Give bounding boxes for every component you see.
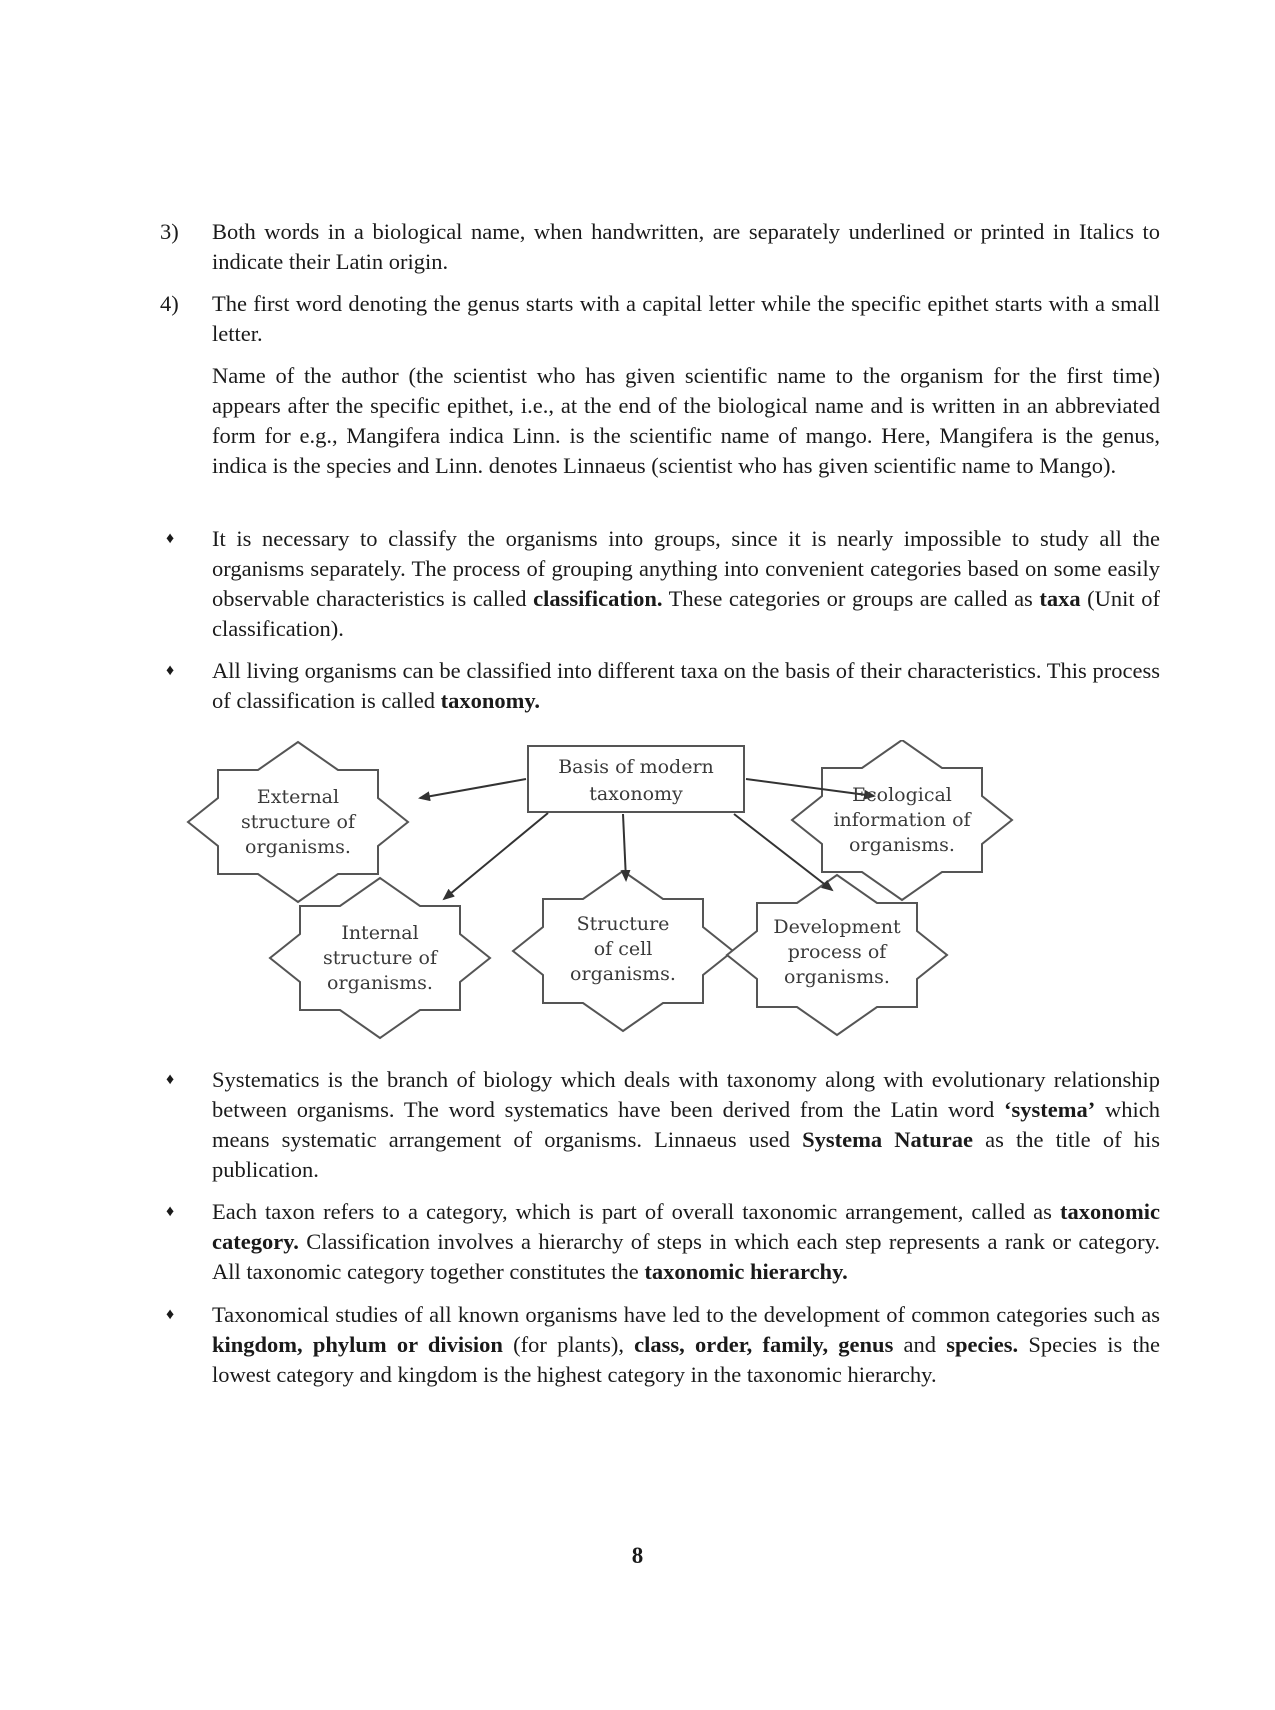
bold-term: taxonomic hierarchy. xyxy=(644,1259,848,1284)
author-note-paragraph: Name of the author (the scientist who has given scientific name to the organism for the first time) appears after the specific epithet, i.e., at the end of the biological name and is written in an abbreviated form for e.g., Mangifera indica Linn. is the scientific name of mango. Here, Mangifera is the genus, indica is the species and Linn. denotes Linnaeus (scientist who has given scientific name to Mango). xyxy=(212,363,1160,478)
diamond-bullet-icon: ♦ xyxy=(166,530,175,547)
center-label-1: Basis of modern xyxy=(558,756,714,778)
bullet-text: Each taxon refers to a category, which is part of overall taxonomic arrangement, called as taxonomic category. Classification involves a hierarchy of steps in which each step represents a rank or category. All taxonomic category together constitutes the taxonomic hierarchy. xyxy=(212,1199,1160,1284)
ecological-label-2: information of xyxy=(833,809,971,831)
development-label-2: process of xyxy=(787,941,887,963)
bullet-item-classification xyxy=(160,524,1160,644)
list-item-3 xyxy=(160,217,1160,277)
internal-label-1: Internal xyxy=(341,922,419,944)
arrow-to-internal xyxy=(444,813,548,899)
list-item-4 xyxy=(160,289,1160,481)
item-text: Both words in a biological name, when handwritten, are separately underlined or printed in Italics to indicate their Latin origin. xyxy=(212,219,1160,274)
bullet-item-categories xyxy=(160,1300,1160,1390)
external-label-3: organisms. xyxy=(245,836,351,858)
bullet-text: Systematics is the branch of biology which deals with taxonomy along with evolutionary relationship between organisms. The word systematics have been derived from the Latin word ‘systema’ which means systematic arrangement of organisms. Linnaeus used Systema Naturae as the title of his publication. xyxy=(212,1067,1160,1182)
list-number: 3) xyxy=(160,219,179,244)
external-label-2: structure of xyxy=(240,811,356,833)
bullet-text: All living organisms can be classified into different taxa on the basis of their characteristics. This process of classification is called taxonomy. xyxy=(212,658,1160,713)
development-label-3: organisms. xyxy=(784,966,890,988)
page-number: 8 xyxy=(631,1543,644,1568)
internal-label-3: organisms. xyxy=(327,972,433,994)
cell-label-2: of cell xyxy=(593,938,653,960)
bullet-item-taxonomic-category xyxy=(160,1197,1160,1287)
bold-term: species. xyxy=(946,1332,1019,1357)
bullet-item-systematics xyxy=(160,1065,1160,1185)
diamond-bullet-icon: ♦ xyxy=(166,1071,175,1088)
bullet-text: Taxonomical studies of all known organisms have led to the development of common categories such as kingdom, phylum or division (for plants), class, order, family, genus and species. Species is the lowest category and kingdom is the highest category in the taxonomic hierarchy. xyxy=(212,1302,1160,1387)
taxonomy-basis-diagram xyxy=(180,740,1140,1040)
ecological-label-1: Ecological xyxy=(852,784,952,806)
bold-term: ‘systema’ xyxy=(1003,1097,1096,1122)
internal-label-2: structure of xyxy=(322,947,438,969)
ecological-label-3: organisms. xyxy=(849,834,955,856)
center-label-2: taxonomy xyxy=(589,783,683,805)
cell-label-1: Structure xyxy=(576,913,670,935)
development-label-1: Development xyxy=(773,916,901,938)
bold-term: taxonomy. xyxy=(440,688,541,713)
bullet-item-taxonomy xyxy=(160,656,1160,716)
item-text: The first word denoting the genus starts with a capital letter while the specific epithet starts with a small letter. xyxy=(212,291,1160,346)
arrow-to-external xyxy=(420,779,526,798)
diamond-bullet-icon: ♦ xyxy=(166,662,175,679)
list-number: 4) xyxy=(160,291,179,316)
bold-term: classification. xyxy=(533,586,663,611)
external-label-1: External xyxy=(256,786,340,808)
bold-term: class, order, family, genus xyxy=(634,1332,894,1357)
diamond-bullet-icon: ♦ xyxy=(166,1203,175,1220)
bold-term: taxa xyxy=(1039,586,1081,611)
bold-term: kingdom, phylum or division xyxy=(212,1332,503,1357)
bold-term: taxonomic category. xyxy=(212,1199,1160,1254)
bullet-text: It is necessary to classify the organisms into groups, since it is nearly impossible to study all the organisms separately. The process of grouping anything into convenient categories based on some easily observable characteristics is called classification. These categories or groups are called as taxa (Unit of classification). xyxy=(212,526,1160,641)
bold-term: Systema Naturae xyxy=(802,1127,973,1152)
cell-label-3: organisms. xyxy=(570,963,676,985)
diamond-bullet-icon: ♦ xyxy=(166,1306,175,1323)
